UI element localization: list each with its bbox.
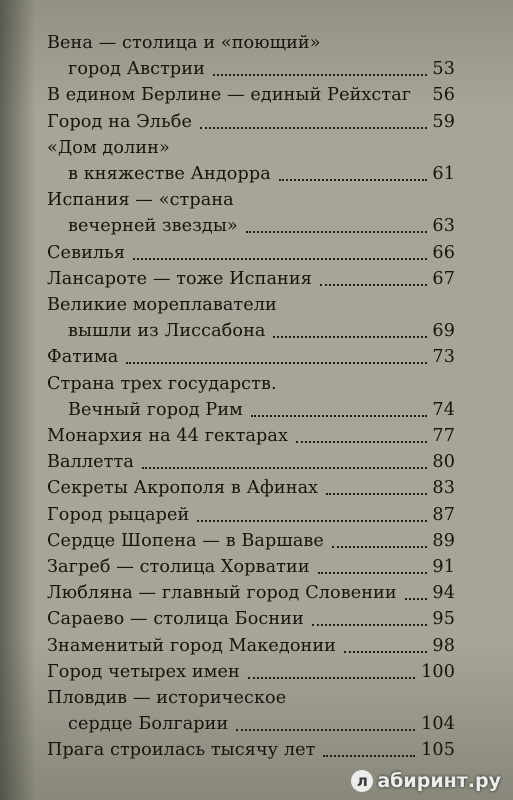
toc-dot-leader (246, 227, 427, 233)
toc-entry-title-line: вечерней звезды» (68, 216, 238, 237)
toc-dot-leader (318, 568, 427, 574)
toc-entry-title-line: Знаменитый город Македонии (47, 635, 336, 656)
toc-dot-leader (236, 725, 415, 731)
labirint-logo-icon: л (351, 770, 373, 792)
toc-dot-leader (200, 123, 427, 129)
toc-page-number: 95 (432, 609, 455, 630)
toc-entry-title-line: Прага строилась тысячу лет (47, 740, 316, 761)
watermark (351, 770, 501, 792)
toc-entry-title-line: Секреты Акрополя в Афинах (47, 478, 319, 499)
toc-dot-leader (133, 254, 427, 260)
toc-page-number: 56 (432, 85, 455, 106)
toc-dot-leader (251, 411, 427, 417)
toc-entry-title-line: Город четырех имен (47, 661, 240, 682)
toc-entry-title-line: Страна трех государств. (47, 373, 277, 394)
toc-entry-title-line: город Австрии (68, 59, 205, 80)
toc-entry-title-line: Монархия на 44 гектарах (47, 426, 289, 446)
toc-entry-title-line: Вена — столица и «поющий» (47, 33, 321, 53)
toc-page-number: 77 (432, 426, 455, 446)
toc-entry-title-line: В едином Берлине — единый Рейхстаг (47, 85, 412, 106)
toc-dot-leader (323, 751, 415, 757)
toc-page-number: 105 (421, 740, 455, 761)
toc-dot-leader (126, 358, 427, 364)
toc-page-number: 67 (432, 268, 455, 289)
toc-entry-title-line: Великие мореплаватели (47, 295, 277, 315)
toc-page-number: 94 (432, 583, 455, 604)
toc-entry-title-line: Фатима (47, 347, 119, 368)
toc-dot-leader (405, 594, 427, 600)
toc-dot-leader (279, 175, 427, 181)
toc-page-number: 53 (432, 59, 455, 80)
toc-dot-leader (296, 437, 427, 443)
toc-entry-title-line: Город рыцарей (47, 504, 190, 525)
toc-page-number: 73 (432, 347, 455, 368)
toc-entry-title-line: Пловдив — историческое (47, 688, 287, 708)
toc-dot-leader (213, 70, 427, 76)
toc-page-number: 74 (432, 399, 455, 420)
toc-entry-title-line: Любляна — главный город Словении (47, 583, 397, 604)
toc-dot-leader (332, 542, 427, 548)
toc-page-number: 89 (432, 530, 455, 551)
toc-entry-title-line: Севилья (47, 242, 126, 263)
toc-entry-title-line: Загреб — столица Хорватии (47, 557, 310, 577)
toc-dot-leader (248, 673, 415, 679)
toc-page-number: 80 (432, 452, 455, 473)
toc-entry-title-line: Сараево — столица Боснии (47, 609, 304, 630)
toc-dot-leader (326, 489, 427, 495)
toc-page-number: 91 (432, 557, 455, 577)
toc-entry-title-line: в княжестве Андорра (68, 164, 271, 184)
toc-page-number: 98 (432, 635, 455, 656)
toc-entry-title-line: «Дом долин» (47, 137, 170, 158)
toc-page-number: 83 (432, 478, 455, 499)
toc-entry-title-line: Сердце Шопена — в Варшаве (47, 530, 324, 551)
toc-entry-title-line: Вечный город Рим (68, 399, 243, 420)
toc-dot-leader (344, 647, 427, 653)
toc-entry-title-line: Валлетта (47, 452, 134, 473)
toc-entry-title-line: Испания — «страна (47, 190, 234, 211)
toc-page-number: 66 (432, 242, 455, 263)
toc-entry-title-line: Лансароте — тоже Испания (47, 268, 312, 289)
toc-dot-leader (197, 516, 427, 522)
toc-page-number: 61 (432, 164, 455, 184)
toc-page-number: 104 (421, 714, 455, 735)
toc-dot-leader (142, 463, 427, 469)
toc-page-number: 69 (432, 321, 455, 342)
watermark-text: абиринт.ру (377, 770, 501, 792)
toc-page-number: 87 (432, 504, 455, 525)
toc-page-number: 59 (432, 111, 455, 132)
toc-dot-leader (312, 620, 427, 626)
toc-dot-leader (320, 280, 427, 286)
toc-entry-title-line: вышли из Лиссабона (68, 321, 266, 342)
toc-entry-title-line: Город на Эльбе (47, 111, 192, 132)
toc-page-number: 63 (432, 216, 455, 237)
toc-entry-title-line: сердце Болгарии (68, 714, 229, 735)
toc-page-number: 100 (421, 661, 455, 682)
toc-dot-leader (273, 332, 427, 338)
